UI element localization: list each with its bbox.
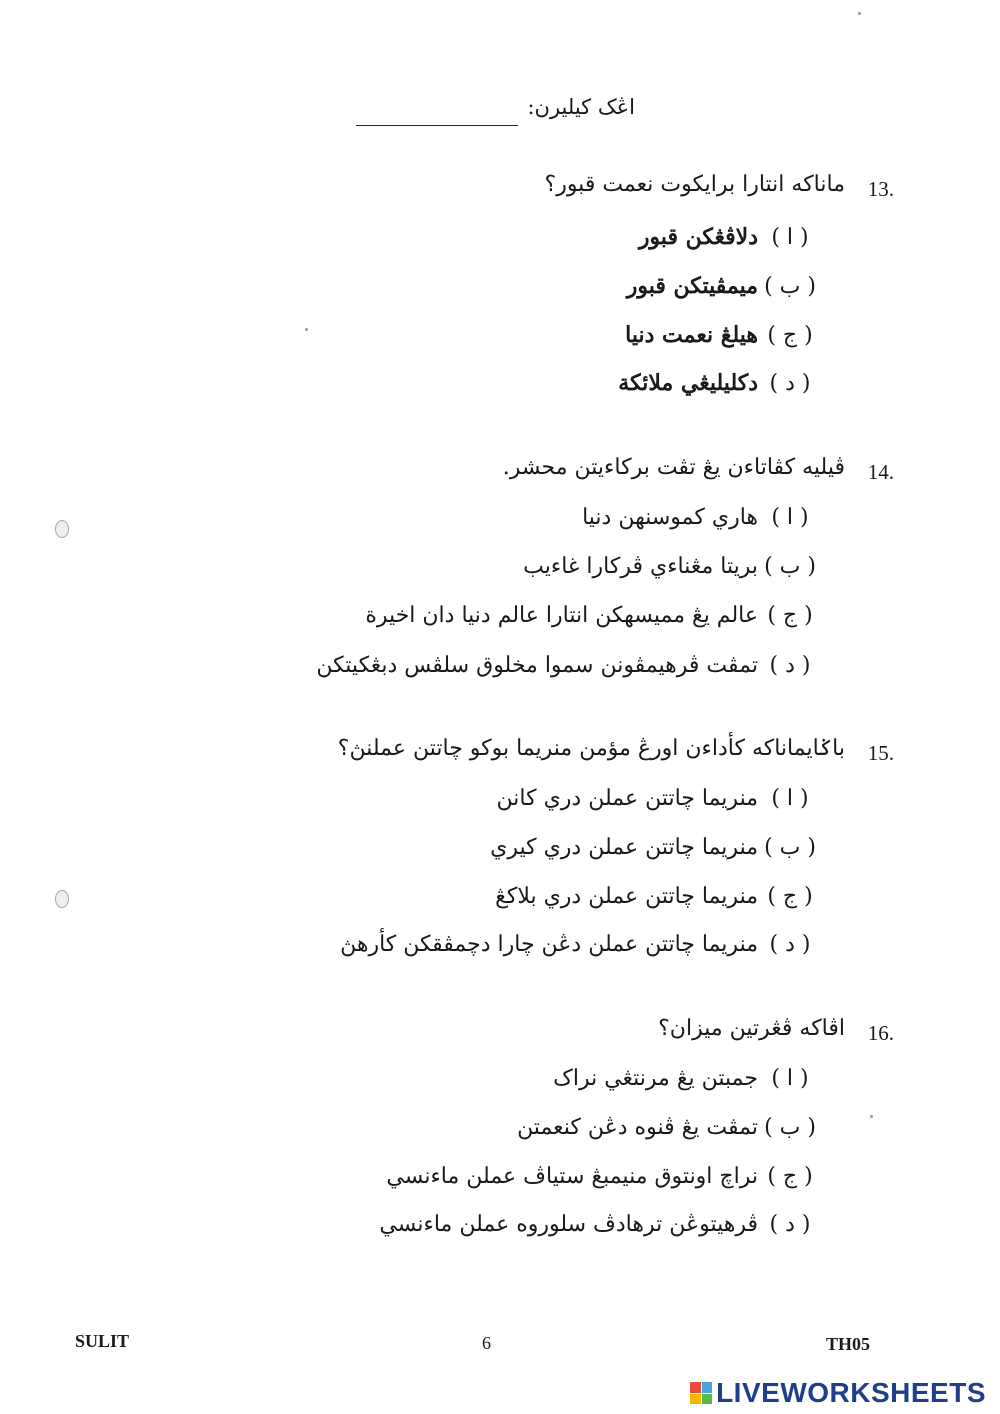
question-text: باݢايماناکه کأداءن اورڠ مؤمن منريما بوکو چاتتن عملنڽ؟	[337, 736, 845, 761]
brand-text: LIVEWORKSHEETS	[716, 1377, 986, 1408]
question-text: ڤيليه کڤاتاءن يڠ تڤت برکاءيتن محشر.	[502, 455, 845, 480]
question-text: اڤاکه ڤڠرتين ميزان؟	[658, 1016, 845, 1041]
option-b[interactable]	[490, 835, 822, 860]
option-a[interactable]	[553, 1066, 822, 1091]
name-field-label: اڠک كيليرن:	[527, 95, 635, 119]
option-text: منريما چاتتن عملن دري کيري	[490, 835, 758, 860]
option-letter: ( د )	[769, 371, 811, 396]
option-c[interactable]	[495, 884, 822, 909]
option-text: تمڤت يڠ ڤنوه دڠن کنعمتن	[517, 1115, 758, 1140]
option-letter: ( ب )	[764, 835, 816, 860]
option-b[interactable]	[627, 273, 822, 299]
option-letter: ( ب )	[764, 274, 816, 299]
liveworksheets-brand[interactable]	[690, 1377, 986, 1409]
punch-hole-top	[55, 520, 69, 538]
scan-speck	[305, 328, 308, 331]
option-letter: ( ج )	[767, 323, 813, 348]
question-number: 14.	[867, 460, 894, 484]
option-letter: ( ب )	[764, 554, 816, 579]
option-a[interactable]	[639, 224, 822, 250]
option-letter: ( ا )	[771, 786, 809, 811]
option-letter: ( ا )	[771, 505, 809, 530]
scan-speck	[858, 12, 861, 15]
option-text: هاري کموسنهن دنيا	[582, 505, 758, 530]
question-text: ماناکه انتارا برايکوت نعمت قبور؟	[544, 172, 845, 197]
liveworksheets-logo-icon	[690, 1382, 712, 1404]
option-c[interactable]	[386, 1164, 822, 1189]
option-d[interactable]	[618, 370, 822, 396]
option-text: ڤرهيتوڠن ترهادڤ سلوروه عملن ماءنسي	[379, 1212, 758, 1237]
option-text: دکليليڠي ملائکة	[618, 370, 758, 396]
footer-classification: SULIT	[75, 1331, 130, 1351]
option-a[interactable]	[497, 786, 822, 811]
option-text: منريما چاتتن عملن دڠن چارا دچمڤقکن کأرهڽ	[340, 932, 758, 957]
option-c[interactable]	[625, 322, 822, 348]
option-text: دلاڤڠکن قبور	[638, 224, 758, 250]
option-text: هيلڠ نعمت دنيا	[625, 322, 758, 348]
option-letter: ( ا )	[771, 225, 809, 250]
option-a[interactable]	[582, 505, 822, 530]
option-letter: ( د )	[769, 1212, 811, 1237]
option-letter: ( ج )	[767, 884, 813, 909]
option-letter: ( ج )	[767, 603, 813, 628]
question-number: 15.	[867, 741, 894, 765]
question-number: 13.	[867, 177, 894, 201]
option-text: عالم يڠ مميسهکن انتارا عالم دنيا دان اخيرة	[365, 603, 758, 628]
option-letter: ( ب )	[764, 1115, 816, 1140]
option-letter: ( ا )	[771, 1066, 809, 1091]
option-letter: ( د )	[769, 932, 811, 957]
option-b[interactable]	[523, 554, 822, 579]
option-text: منريما چاتتن عملن دري بلاکڠ	[495, 884, 758, 909]
name-field-line[interactable]	[356, 125, 518, 126]
option-text: ميمڤيتكن قبور	[626, 273, 758, 299]
option-text: منريما چاتتن عملن دري کانن	[496, 786, 758, 811]
option-d[interactable]	[340, 932, 822, 957]
punch-hole-bottom	[55, 890, 69, 908]
option-d[interactable]	[316, 653, 822, 678]
option-text: بريتا مڠناءي ڤرکارا غاءيب	[523, 554, 758, 579]
footer-code: TH05	[826, 1334, 871, 1354]
option-letter: ( د )	[769, 653, 811, 678]
option-text: جمبتن يڠ مرنتڠي نراک	[553, 1066, 758, 1091]
option-b[interactable]	[517, 1115, 822, 1140]
option-text: نراچ اونتوق منيمبڠ ستياڤ عملن ماءنسي	[386, 1164, 758, 1189]
option-c[interactable]	[365, 603, 822, 628]
page-number: 6	[482, 1333, 491, 1353]
option-text: تمڤت ڤرهيمڤونن سموا مخلوق سلڤس دبڠکيتکن	[316, 653, 758, 678]
question-number: 16.	[867, 1021, 894, 1045]
scan-speck	[870, 1115, 873, 1118]
option-d[interactable]	[379, 1212, 822, 1237]
option-letter: ( ج )	[767, 1164, 813, 1189]
